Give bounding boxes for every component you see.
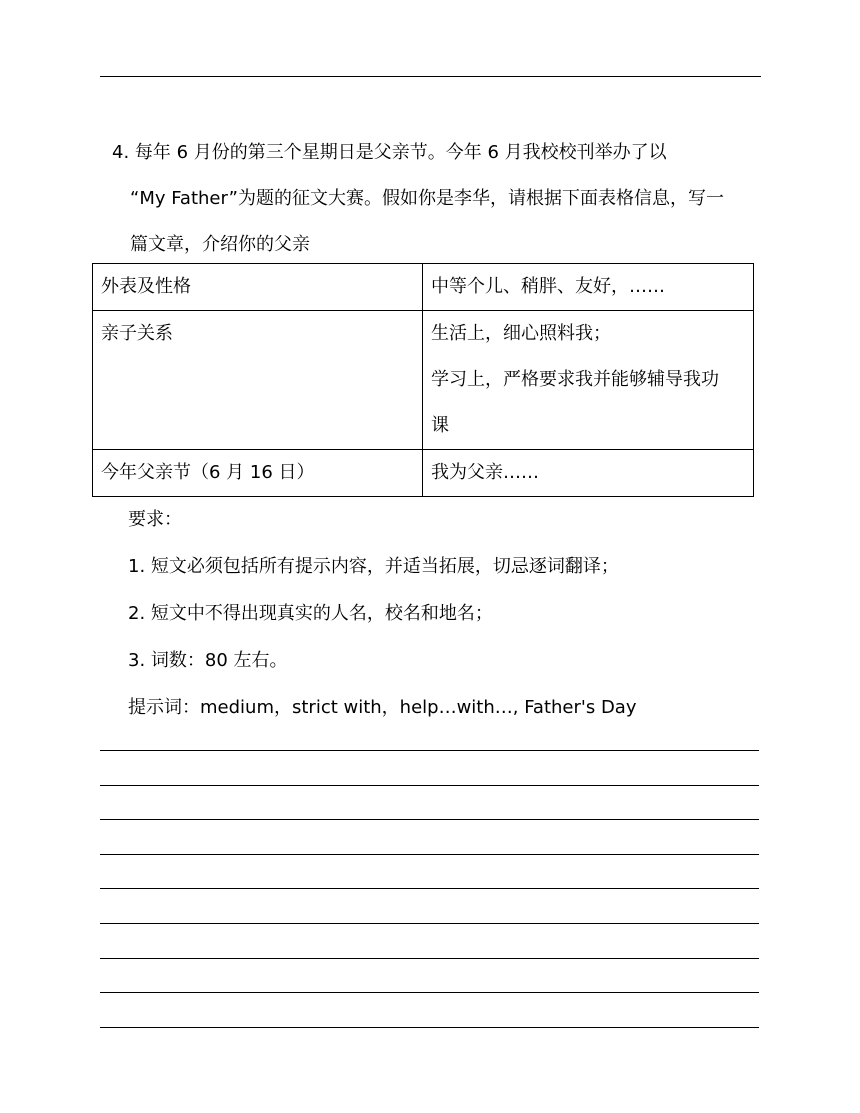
table-cell-label: 今年父亲节（6 月 16 日） xyxy=(93,450,423,497)
question-line-2: “My Father”为题的征文大赛。假如你是李华，请根据下面表格信息，写一 xyxy=(130,188,724,209)
answer-line[interactable] xyxy=(100,888,759,889)
answer-line[interactable] xyxy=(100,992,759,993)
hint-words: 提示词：medium，strict with，help…with…, Father's Day xyxy=(128,697,637,718)
cell-line: 中等个儿、稍胖、友好，…… xyxy=(431,276,665,297)
answer-line[interactable] xyxy=(100,785,759,786)
answer-line[interactable] xyxy=(100,819,759,820)
question-prompt xyxy=(112,130,762,268)
header-rule xyxy=(100,76,761,77)
answer-line[interactable] xyxy=(100,958,759,959)
table-cell-label: 亲子关系 xyxy=(93,311,423,450)
answer-line[interactable] xyxy=(100,854,759,855)
table-row xyxy=(93,264,754,311)
question-line-1: 4. 每年 6 月份的第三个星期日是父亲节。今年 6 月我校校刊举办了以 xyxy=(112,142,667,163)
table-cell-content xyxy=(423,311,754,450)
table-row xyxy=(93,450,754,497)
cell-line: 学习上，严格要求我并能够辅导我功 xyxy=(431,369,719,390)
cell-line: 我为父亲…… xyxy=(431,462,539,483)
requirement-item-2: 2. 短文中不得出现真实的人名，校名和地名； xyxy=(128,603,493,624)
requirements-heading: 要求： xyxy=(128,509,182,530)
question-line-3: 篇文章，介绍你的父亲 xyxy=(130,234,310,255)
requirement-item-3: 3. 词数：80 左右。 xyxy=(128,650,288,671)
table-cell-content xyxy=(423,450,754,497)
cell-line: 生活上，细心照料我； xyxy=(431,323,611,344)
table-cell-content xyxy=(423,264,754,311)
cell-line: 课 xyxy=(431,415,449,436)
table-cell-label: 外表及性格 xyxy=(93,264,423,311)
answer-line[interactable] xyxy=(100,1027,759,1028)
answer-line[interactable] xyxy=(100,750,759,751)
answer-line[interactable] xyxy=(100,923,759,924)
info-table xyxy=(92,263,754,497)
requirements xyxy=(128,496,636,731)
table-row xyxy=(93,311,754,450)
requirement-item-1: 1. 短文必须包括所有提示内容，并适当拓展，切忌逐词翻译； xyxy=(128,556,619,577)
answer-area[interactable] xyxy=(100,750,759,1061)
